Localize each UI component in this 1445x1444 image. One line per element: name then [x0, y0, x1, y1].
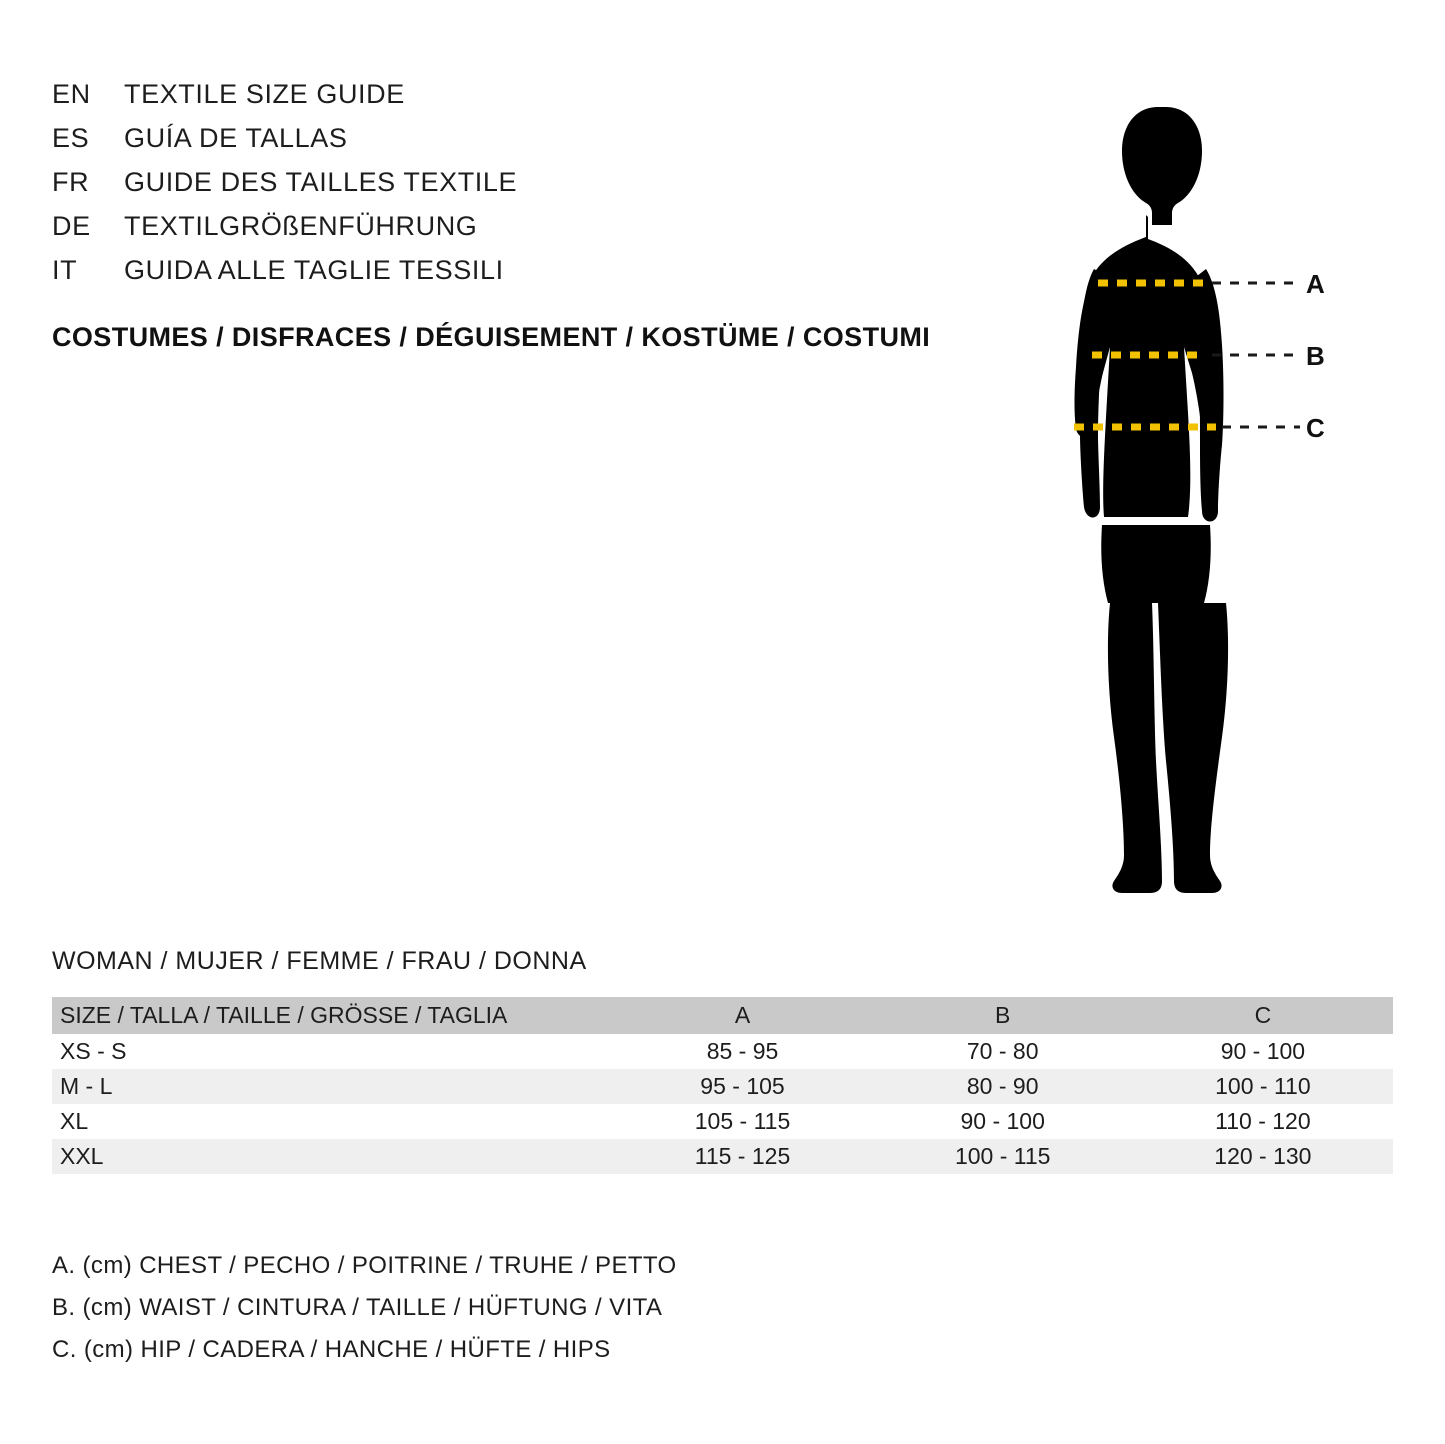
- cell-size: XXL: [52, 1139, 612, 1174]
- cell-c: 120 - 130: [1133, 1139, 1393, 1174]
- cell-c: 100 - 110: [1133, 1069, 1393, 1104]
- language-text: TEXTILGRÖßENFÜHRUNG: [124, 211, 478, 241]
- language-code: FR: [52, 167, 90, 197]
- column-header-c: C: [1133, 997, 1393, 1034]
- language-row: [52, 248, 1032, 292]
- table-row: [52, 1069, 1393, 1104]
- table-title: WOMAN / MUJER / FEMME / FRAU / DONNA: [52, 947, 587, 975]
- language-row: [52, 116, 1032, 160]
- column-header-size: SIZE / TALLA / TAILLE / GRÖSSE / TAGLIA: [52, 997, 612, 1034]
- language-code: DE: [52, 211, 91, 241]
- table-row: [52, 1034, 1393, 1069]
- language-text: GUÍA DE TALLAS: [124, 123, 348, 153]
- woman-silhouette-icon: [1010, 55, 1390, 895]
- cell-c: 110 - 120: [1133, 1104, 1393, 1139]
- language-code: ES: [52, 123, 90, 153]
- cell-b: 100 - 115: [873, 1139, 1133, 1174]
- cell-size: M - L: [52, 1069, 612, 1104]
- cell-a: 95 - 105: [612, 1069, 872, 1104]
- cell-a: 105 - 115: [612, 1104, 872, 1139]
- language-row: [52, 204, 1032, 248]
- cell-b: 80 - 90: [873, 1069, 1133, 1104]
- measure-label-c: C: [1306, 413, 1325, 443]
- cell-b: 70 - 80: [873, 1034, 1133, 1069]
- language-text: GUIDA ALLE TAGLIE TESSILI: [124, 255, 504, 285]
- table-row: [52, 1104, 1393, 1139]
- page-title: COSTUMES / DISFRACES / DÉGUISEMENT / KOSTÜME / COSTUMI: [52, 322, 931, 352]
- silhouette-figure: [1010, 55, 1390, 895]
- table-row: [52, 1139, 1393, 1174]
- language-code: IT: [52, 255, 78, 285]
- column-header-a: A: [612, 997, 872, 1034]
- size-table: [52, 997, 1393, 1174]
- legend-item-c: C. (cm) HIP / CADERA / HANCHE / HÜFTE / HIPS: [52, 1336, 611, 1363]
- cell-size: XL: [52, 1104, 612, 1139]
- cell-c: 90 - 100: [1133, 1034, 1393, 1069]
- legend-item-a: A. (cm) CHEST / PECHO / POITRINE / TRUHE / PETTO: [52, 1252, 677, 1279]
- language-code: EN: [52, 79, 91, 109]
- measure-label-b: B: [1306, 341, 1325, 371]
- language-row: [52, 160, 1032, 204]
- cell-a: 115 - 125: [612, 1139, 872, 1174]
- measure-label-a: A: [1306, 269, 1325, 299]
- legend-item-b: B. (cm) WAIST / CINTURA / TAILLE / HÜFTUNG / VITA: [52, 1294, 663, 1321]
- cell-size: XS - S: [52, 1034, 612, 1069]
- table-header-row: [52, 997, 1393, 1034]
- language-text: GUIDE DES TAILLES TEXTILE: [124, 167, 518, 197]
- cell-b: 90 - 100: [873, 1104, 1133, 1139]
- language-text: TEXTILE SIZE GUIDE: [124, 79, 405, 109]
- column-header-b: B: [873, 997, 1133, 1034]
- language-list: [52, 72, 1032, 292]
- language-row: [52, 72, 1032, 116]
- cell-a: 85 - 95: [612, 1034, 872, 1069]
- measurement-legend: [52, 1245, 677, 1371]
